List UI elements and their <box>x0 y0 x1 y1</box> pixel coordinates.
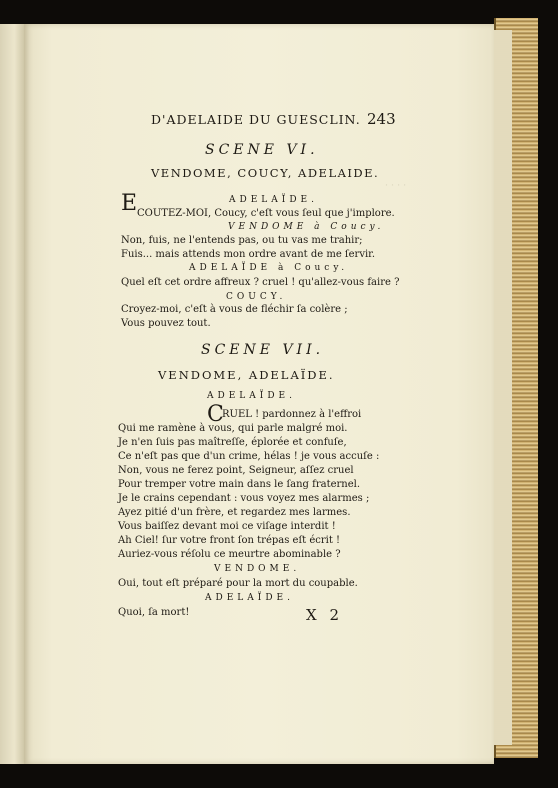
verse-line: Ce n'eſt pas que d'un crime, hélas ! je vous accuſe : <box>118 451 380 462</box>
scene-heading: SCENE VI. <box>205 142 319 158</box>
scene-characters: VENDOME, ADELAÏDE. <box>158 368 335 382</box>
page-number: 243 <box>367 110 396 128</box>
speaker-name: ADELAÏDE. <box>205 593 294 603</box>
verse-line: Non, fuis, ne l'entends pas, ou tu vas me trahir; <box>121 235 363 246</box>
speaker-name: COUCY. <box>226 292 287 302</box>
verse-line: Vous baiſſez devant moi ce viſage interdit ! <box>118 521 336 532</box>
verse-line: Oui, tout eſt préparé pour la mort du coupable. <box>118 578 358 589</box>
verse-line: Pour tremper votre main dans le ſang fraternel. <box>118 479 361 490</box>
running-header: D'ADELAIDE DU GUESCLIN. <box>151 112 361 127</box>
verse-line: Ayez pitié d'un frère, et regardez mes larmes. <box>118 507 351 518</box>
facing-page-edge <box>0 24 24 764</box>
drop-cap: E <box>121 191 138 216</box>
scene-heading: SCENE VII. <box>201 342 325 358</box>
verse-line: Qui me ramène à vous, qui parle malgré moi. <box>118 423 348 434</box>
drop-cap: C <box>207 402 224 427</box>
verse-line: RUEL ! pardonnez à l'effroi <box>222 409 362 420</box>
speaker-name: ADELAÏDE. <box>229 195 318 205</box>
verse-line: Non, vous ne ferez point, Seigneur, aſſez cruel <box>118 465 354 476</box>
verse-line: Ah Ciel! ſur votre front ſon trépas eſt écrit ! <box>118 535 341 546</box>
verse-line: Quel eſt cet ordre affreux ? cruel ! qu'allez-vous faire ? <box>121 277 400 288</box>
verse-line: COUTEZ-MOI, Coucy, c'eſt vous ſeul que j'implore. <box>137 208 395 219</box>
verse-line: Croyez-moi, c'eſt à vous de fléchir ſa colère ; <box>121 304 348 315</box>
page-stack <box>494 30 512 745</box>
verse-line: Fuis... mais attends mon ordre avant de me ſervir. <box>121 249 376 260</box>
speaker-name: ADELAÏDE à Coucy. <box>189 263 349 273</box>
verse-line: Vous pouvez tout. <box>121 318 211 329</box>
verse-line: Quoi, ſa mort! <box>118 607 190 618</box>
speaker-name: VENDOME à Coucy. <box>228 222 385 232</box>
verse-line: Je n'en ſuis pas maîtreſſe, éplorée et confuſe, <box>118 437 347 448</box>
speaker-name: ADELAÏDE. <box>207 391 296 401</box>
signature-mark: X 2 <box>306 606 343 624</box>
show-through: · · · · <box>385 180 407 191</box>
verse-line: Je le crains cependant : vous voyez mes alarmes ; <box>118 493 370 504</box>
scene-characters: VENDOME, COUCY, ADELAIDE. <box>151 166 380 180</box>
verse-line: Auriez-vous réſolu ce meurtre abominable ? <box>118 549 341 560</box>
speaker-name: VENDOME. <box>214 564 301 574</box>
